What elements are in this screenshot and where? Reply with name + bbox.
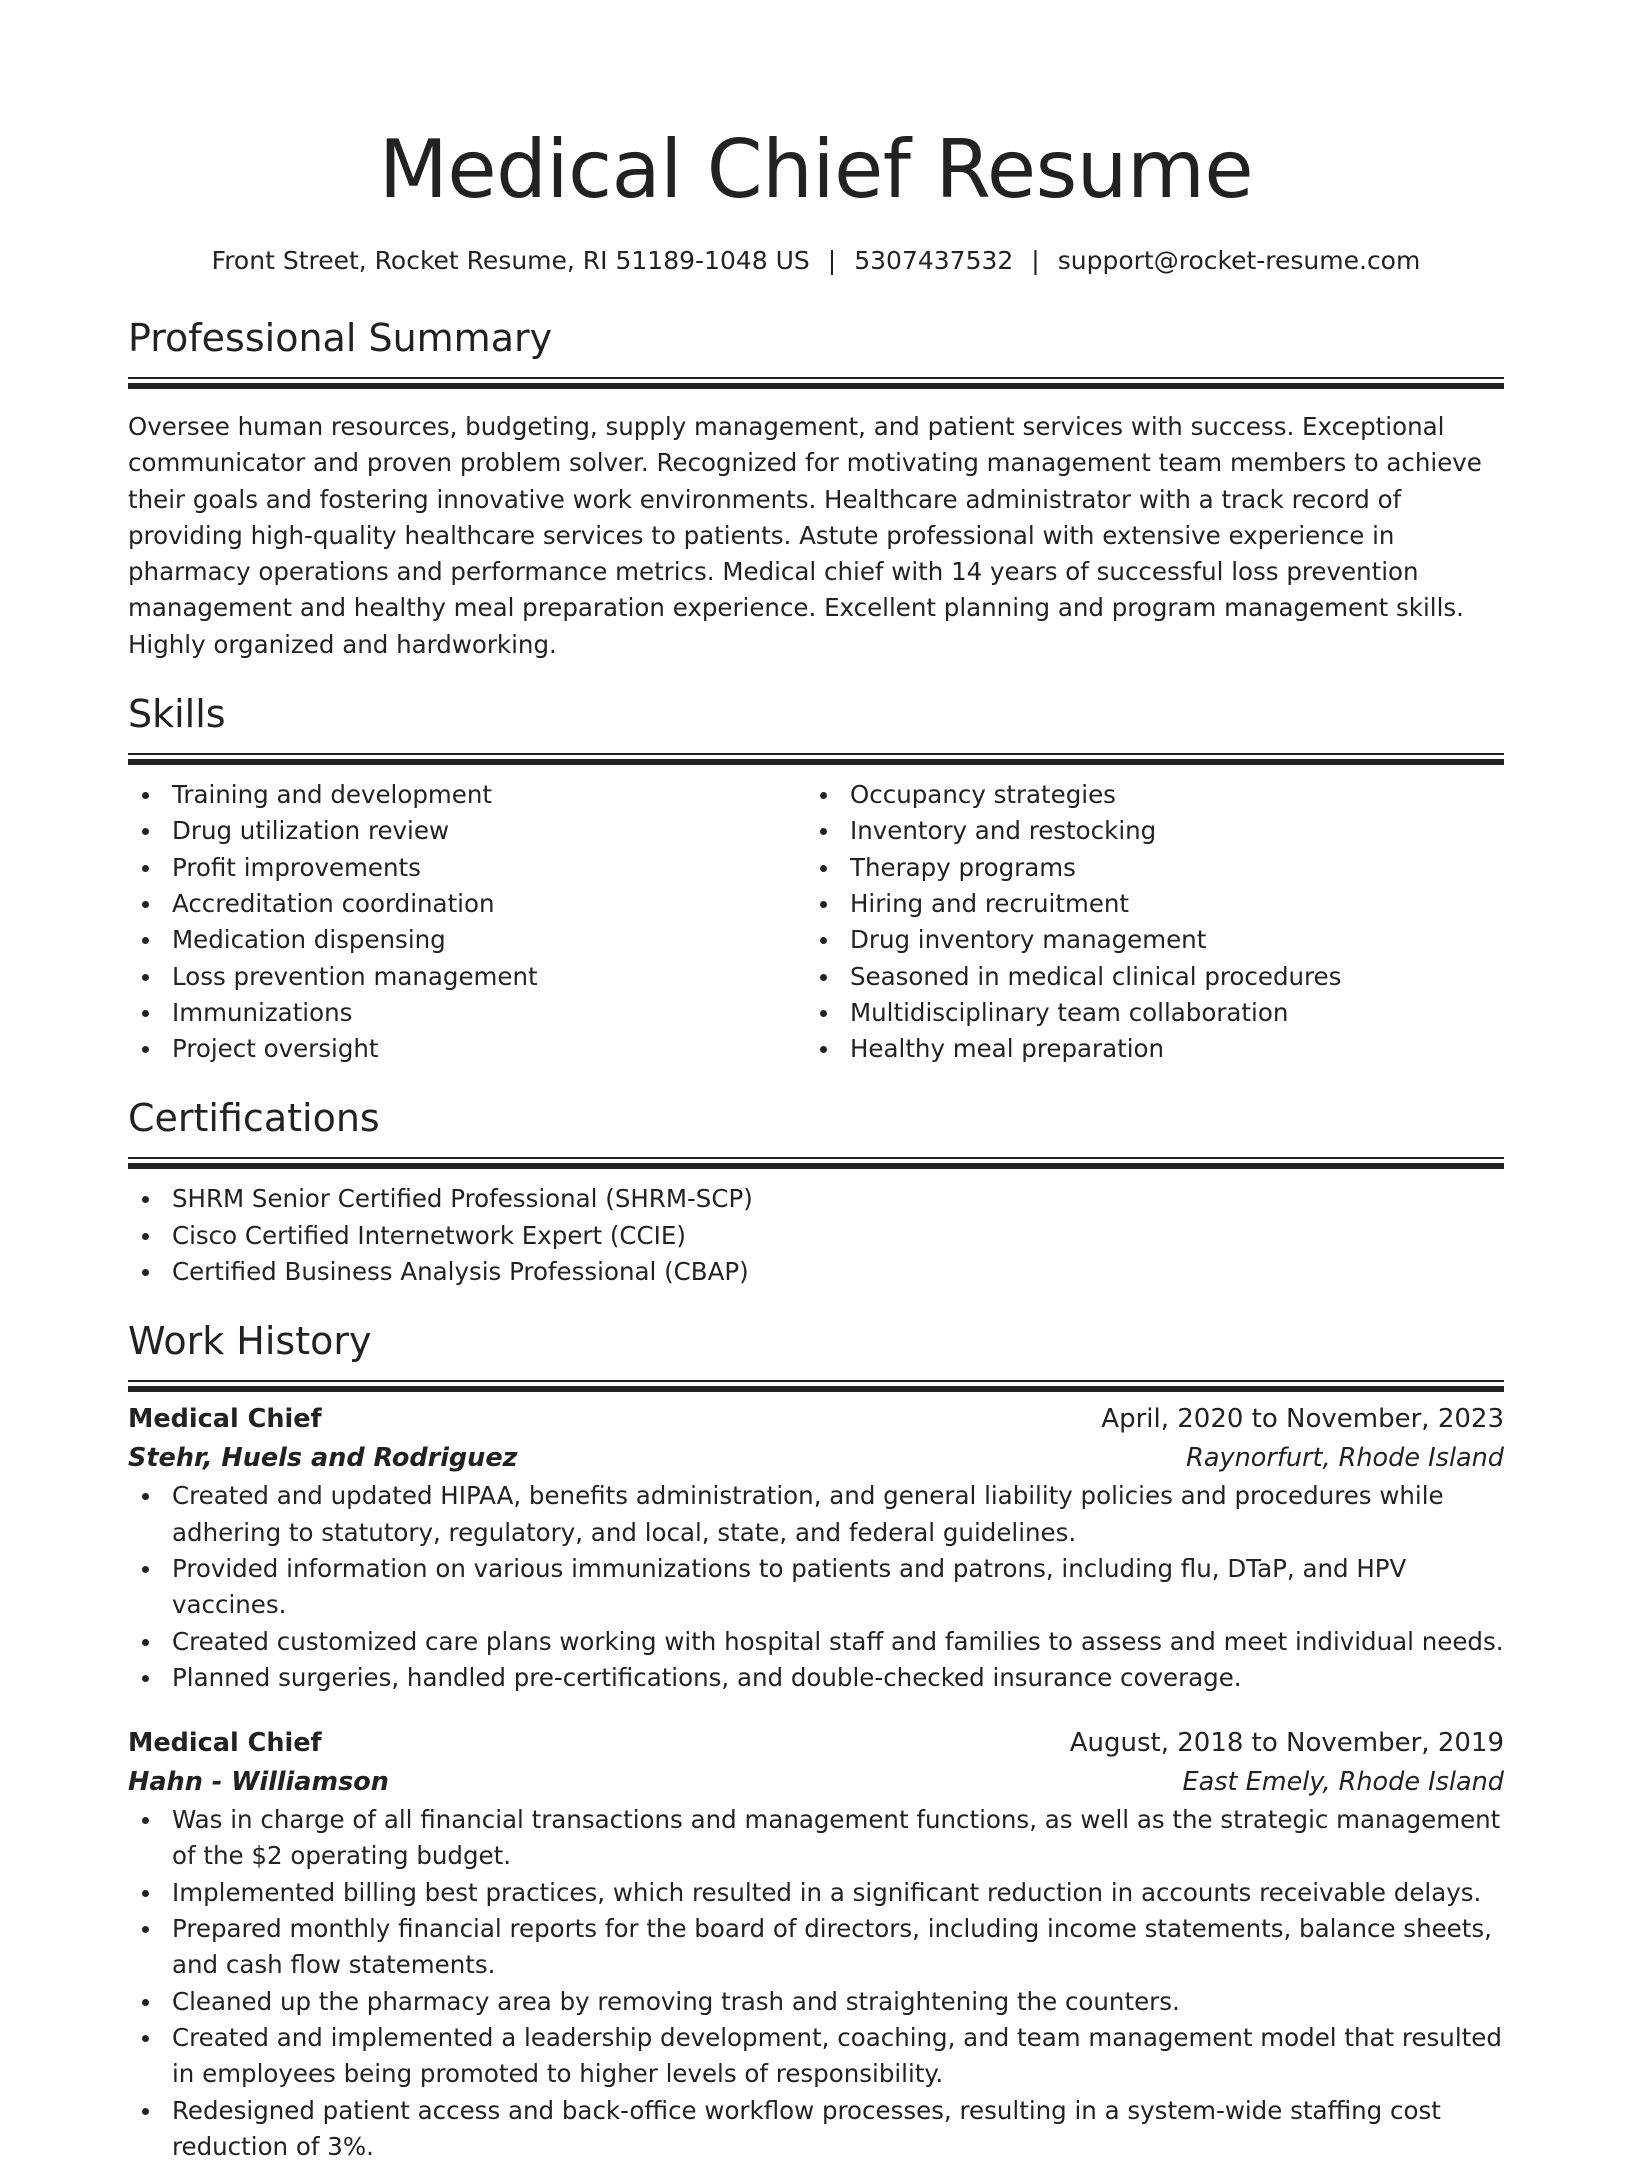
section-divider (128, 377, 1504, 379)
job-subheader (128, 1439, 1504, 1478)
skills-list-left (128, 777, 806, 1067)
job-company: Stehr, Huels and Rodriguez (128, 1439, 517, 1478)
skill-item: Training and development (128, 777, 806, 813)
job-bullet: Prepared monthly financial reports for the board of directors, including income statements, balance sheets, and cash flow statements. (128, 1911, 1504, 1984)
summary-text: Oversee human resources, budgeting, supply management, and patient services with success. Exceptional communicator and proven problem solver. Recognized for motivating management team members to achieve their goals and fostering innovative work environments. Healthcare administrator with a track record of providing high-quality healthcare services to patients. Astute professional with extensive experience in pharmacy operations and performance metrics. Medical chief with 14 years of successful loss prevention management and healthy meal preparation experience. Excellent planning and program management skills. Highly organized and hardworking. (128, 409, 1504, 663)
job-responsibilities (128, 1802, 1504, 2165)
section-heading-summary: Professional Summary (128, 313, 1504, 363)
work-history-section (128, 1316, 1504, 2165)
job-header (128, 1400, 1504, 1439)
job-bullet: Was in charge of all financial transactions and management functions, as well as the strategic management of the $2 operating budget. (128, 1802, 1504, 1875)
contact-line (128, 244, 1504, 278)
section-heading-certifications: Certifications (128, 1093, 1504, 1143)
skill-item: Profit improvements (128, 850, 806, 886)
job-dates: August, 2018 to November, 2019 (1070, 1724, 1504, 1763)
job-responsibilities (128, 1478, 1504, 1696)
job-bullet: Created and updated HIPAA, benefits administration, and general liability policies and procedures while adhering to statutory, regulatory, and local, state, and federal guidelines. (128, 1478, 1504, 1551)
job-entry (128, 1400, 1504, 1696)
job-dates: April, 2020 to November, 2023 (1101, 1400, 1504, 1439)
resume-page (128, 0, 1504, 2165)
skill-item: Project oversight (128, 1031, 806, 1067)
job-bullet: Cleaned up the pharmacy area by removing trash and straightening the counters. (128, 1984, 1504, 2020)
contact-separator: | (828, 244, 836, 278)
skill-item: Immunizations (128, 995, 806, 1031)
skill-item: Hiring and recruitment (806, 886, 1484, 922)
contact-address: Front Street, Rocket Resume, RI 51189-1048 US (212, 246, 810, 275)
skill-item: Therapy programs (806, 850, 1484, 886)
skills-section (128, 689, 1504, 1067)
job-header (128, 1724, 1504, 1763)
skill-item: Multidisciplinary team collaboration (806, 995, 1484, 1031)
skill-item: Accreditation coordination (128, 886, 806, 922)
skills-list-right (806, 777, 1484, 1067)
job-bullet: Planned surgeries, handled pre-certifications, and double-checked insurance coverage. (128, 1660, 1504, 1696)
skill-item: Inventory and restocking (806, 813, 1484, 849)
job-title: Medical Chief (128, 1724, 322, 1763)
job-bullet: Created customized care plans working with hospital staff and families to assess and meet individual needs. (128, 1624, 1504, 1660)
job-bullet: Created and implemented a leadership development, coaching, and team management model that resulted in employees being promoted to higher levels of responsibility. (128, 2020, 1504, 2093)
job-location: East Emely, Rhode Island (1182, 1763, 1504, 1802)
job-location: Raynorfurt, Rhode Island (1186, 1439, 1504, 1478)
section-heading-skills: Skills (128, 689, 1504, 739)
certification-item: Cisco Certified Internetwork Expert (CCIE) (128, 1218, 1504, 1254)
job-company: Hahn - Williamson (128, 1763, 389, 1802)
skill-item: Drug inventory management (806, 922, 1484, 958)
skill-item: Drug utilization review (128, 813, 806, 849)
resume-title: Medical Chief Resume (128, 0, 1504, 222)
contact-phone: 5307437532 (854, 246, 1013, 275)
skill-item: Seasoned in medical clinical procedures (806, 959, 1484, 995)
job-title: Medical Chief (128, 1400, 322, 1439)
job-subheader (128, 1763, 1504, 1802)
contact-email: support@rocket-resume.com (1058, 246, 1421, 275)
section-divider (128, 753, 1504, 755)
skills-grid (128, 777, 1504, 1067)
section-divider (128, 1157, 1504, 1159)
professional-summary-section (128, 313, 1504, 663)
job-entry (128, 1724, 1504, 2165)
contact-separator: | (1031, 244, 1039, 278)
job-bullet: Implemented billing best practices, which resulted in a significant reduction in accounts receivable delays. (128, 1875, 1504, 1911)
skill-item: Healthy meal preparation (806, 1031, 1484, 1067)
certification-item: Certified Business Analysis Professional (CBAP) (128, 1254, 1504, 1290)
skill-item: Occupancy strategies (806, 777, 1484, 813)
skill-item: Loss prevention management (128, 959, 806, 995)
job-bullet: Provided information on various immunizations to patients and patrons, including flu, DTaP, and HPV vaccines. (128, 1551, 1504, 1624)
certifications-list (128, 1181, 1504, 1290)
section-heading-work-history: Work History (128, 1316, 1504, 1366)
certification-item: SHRM Senior Certified Professional (SHRM-SCP) (128, 1181, 1504, 1217)
certifications-section (128, 1093, 1504, 1290)
job-bullet: Redesigned patient access and back-office workflow processes, resulting in a system-wide staffing cost reduction of 3%. (128, 2093, 1504, 2165)
skill-item: Medication dispensing (128, 922, 806, 958)
section-divider (128, 1380, 1504, 1382)
